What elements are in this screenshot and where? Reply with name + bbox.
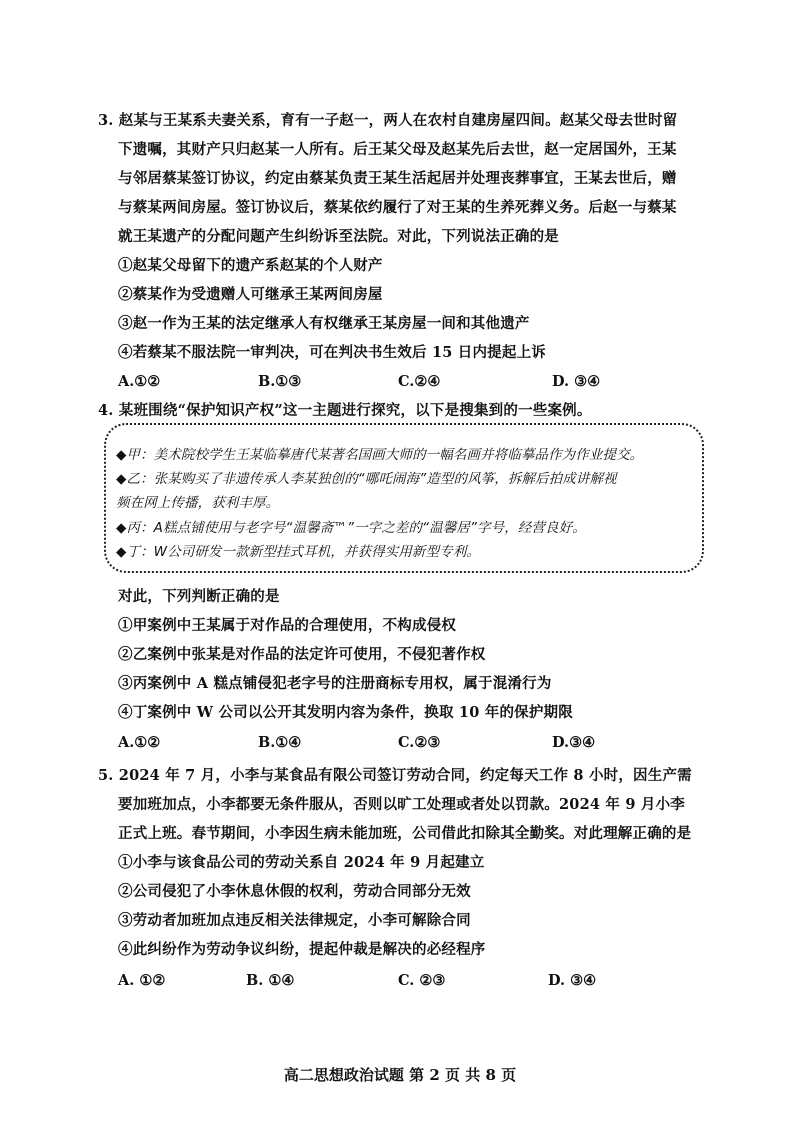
q4-question: 对此，下列判断正确的是: [118, 588, 280, 605]
q4-case-bing: ◆丙：A糕点铺使用与老字号“温馨斋™”一字之差的“温馨居”字号，经营良好。: [116, 520, 586, 536]
q3-option-a: A.①②: [118, 373, 161, 390]
q5-statement: ①小李与该食品公司的劳动关系自 2024 年 9 月起建立: [118, 854, 485, 871]
q3-statement: ④若蔡某不服法院一审判决，可在判决书生效后 15 日内提起上诉: [118, 344, 546, 361]
q4-option-c: C.②③: [398, 734, 441, 751]
page-footer: 高二思想政治试题 第 2 页 共 8 页: [283, 1066, 517, 1084]
q3-stem-line: 与邻居蔡某签订协议，约定由蔡某负责王某生活起居并处理丧葬事宜，王某去世后，赠: [118, 170, 677, 187]
q3-stem-line: 3. 赵某与王某系夫妻关系，育有一子赵一，两人在农村自建房屋四间。赵某父母去世时留: [98, 112, 678, 129]
q4-statement: ②乙案例中张某是对作品的法定许可使用，不侵犯著作权: [118, 646, 486, 663]
q5-option-d: D. ③④: [548, 972, 597, 989]
q3-stem-line: 下遗嘱，其财产只归赵某一人所有。后王某父母及赵某先后去世，赵一定居国外，王某: [118, 141, 677, 158]
q3-statement: ③赵一作为王某的法定继承人有权继承王某房屋一间和其他遗产: [118, 315, 530, 332]
q3-option-d: D. ③④: [552, 373, 601, 390]
q3-stem-line: 就王某遗产的分配问题产生纠纷诉至法院。对此，下列说法正确的是: [118, 228, 559, 245]
q4-case-jia: ◆甲：美术院校学生王某临摹唐代某著名国画大师的一幅名画并将临摹品作为作业提交。: [116, 447, 644, 463]
q5-option-a: A. ①②: [118, 972, 166, 989]
q4-case-yi: ◆乙：张某购买了非遗传承人李某独创的“哪吒闹海”造型的风筝，拆解后拍成讲解视: [116, 471, 617, 487]
q3-stem-line: 与蔡某两间房屋。签订协议后，蔡某依约履行了对王某的生养死葬义务。后赵一与蔡某: [118, 199, 677, 216]
q5-stem-line: 5. 2024 年 7 月，小李与某食品有限公司签订劳动合同，约定每天工作 8 小时，因生产需: [98, 767, 692, 784]
q4-statement: ④丁案例中 W 公司以公开其发明内容为条件，换取 10 年的保护期限: [118, 704, 573, 721]
q4-option-b: B.①④: [258, 734, 302, 751]
q3-statement: ②蔡某作为受遗赠人可继承王某两间房屋: [118, 286, 383, 303]
q4-case-ding: ◆丁：W公司研发一款新型挂式耳机，并获得实用新型专利。: [116, 544, 480, 560]
q4-stem: 4. 某班围绕“保护知识产权”这一主题进行探究，以下是搜集到的一些案例。: [98, 402, 592, 419]
q4-statement: ①甲案例中王某属于对作品的合理使用，不构成侵权: [118, 617, 457, 634]
q3-statement: ①赵某父母留下的遗产系赵某的个人财产: [118, 257, 383, 274]
q4-case-box: [104, 423, 704, 573]
q5-stem-line: 要加班加点，小李都要无条件服从，否则以旷工处理或者处以罚款。2024 年 9 月小李: [118, 796, 685, 813]
q3-option-c: C.②④: [398, 373, 441, 390]
q3-option-b: B.①③: [258, 373, 302, 390]
q4-option-d: D.③④: [552, 734, 596, 751]
q5-stem-line: 正式上班。春节期间，小李因生病未能加班，公司借此扣除其全勤奖。对此理解正确的是: [118, 825, 692, 842]
q4-statement: ③丙案例中 A 糕点铺侵犯老字号的注册商标专用权，属于混淆行为: [118, 675, 552, 692]
q4-option-a: A.①②: [118, 734, 161, 751]
q5-option-b: B. ①④: [246, 972, 295, 989]
q4-case-yi-cont: 频在网上传播，获利丰厚。: [116, 495, 280, 511]
q5-statement: ③劳动者加班加点违反相关法律规定，小李可解除合同: [118, 912, 471, 929]
q5-statement: ④此纠纷作为劳动争议纠纷，提起仲裁是解决的必经程序: [118, 941, 486, 958]
q5-statement: ②公司侵犯了小李休息休假的权利，劳动合同部分无效: [118, 883, 471, 900]
q5-option-c: C. ②③: [398, 972, 446, 989]
